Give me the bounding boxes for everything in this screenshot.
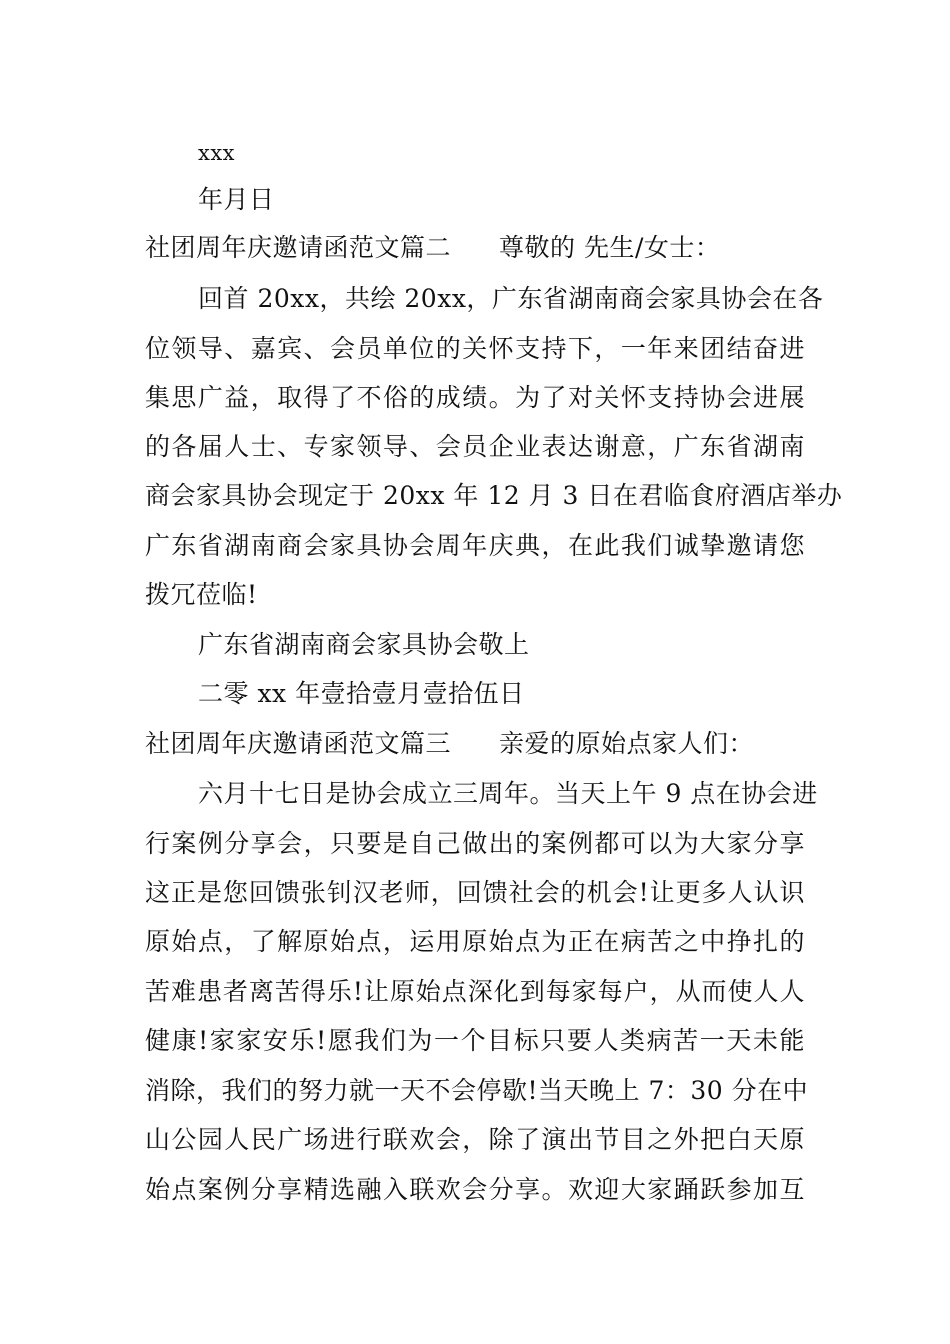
sign-date: 年月日: [198, 185, 275, 214]
section3-body-line: 山公园人民广场进行联欢会，除了演出节目之外把白天原: [145, 1125, 805, 1154]
section2-heading-line: [145, 233, 720, 263]
section2-signature: 广东省湖南商会家具协会敬上: [198, 630, 530, 659]
section2-heading: 社团周年庆邀请函范文篇二: [145, 233, 452, 262]
section3-heading-line: [145, 729, 754, 759]
section3-heading: 社团周年庆邀请函范文篇三: [145, 729, 452, 758]
section2-body-line: 的各届人士、专家领导、会员企业表达谢意，广东省湖南: [145, 432, 805, 461]
section3-body-line: 消除，我们的努力就一天不会停歇!当天晚上 7：30 分在中: [145, 1076, 809, 1105]
section3-body-line: 原始点，了解原始点，运用原始点为正在病苦之中挣扎的: [145, 927, 805, 956]
section3-body-line: 这正是您回馈张钊汉老师，回馈社会的机会!让更多人认识: [145, 878, 805, 907]
section3-body-line: 苦难患者离苦得乐!让原始点深化到每家每户，从而使人人: [145, 977, 805, 1006]
section2-salutation: 尊敬的 先生/女士：: [499, 233, 721, 262]
section2-body-line: 位领导、嘉宾、会员单位的关怀支持下，一年来团结奋进: [145, 334, 805, 363]
section3-body-line: 行案例分享会，只要是自己做出的案例都可以为大家分享: [145, 829, 805, 858]
section2-body-line: 广东省湖南商会家具协会周年庆典，在此我们诚挚邀请您: [145, 531, 805, 560]
section3-body-line: 始点案例分享精选融入联欢会分享。欢迎大家踊跃参加互: [145, 1175, 805, 1204]
section2-date: 二零 xx 年壹拾壹月壹拾伍日: [198, 679, 525, 708]
section2-body-line: 商会家具协会现定于 20xx 年 12 月 3 日在君临食府酒店举办: [145, 481, 843, 510]
sign-name: xxx: [198, 141, 236, 165]
section3-salutation: 亲爱的原始点家人们：: [499, 729, 755, 758]
section2-body-line: 回首 20xx，共绘 20xx，广东省湖南商会家具协会在各: [198, 284, 824, 313]
section2-body-line: 集思广益，取得了不俗的成绩。为了对关怀支持协会进展: [145, 383, 805, 412]
section3-body-line: 六月十七日是协会成立三周年。当天上午 9 点在协会进: [198, 779, 818, 808]
section2-body-line: 拨冗莅临!: [145, 580, 258, 609]
section3-body-line: 健康!家家安乐!愿我们为一个目标只要人类病苦一天未能: [145, 1026, 805, 1055]
